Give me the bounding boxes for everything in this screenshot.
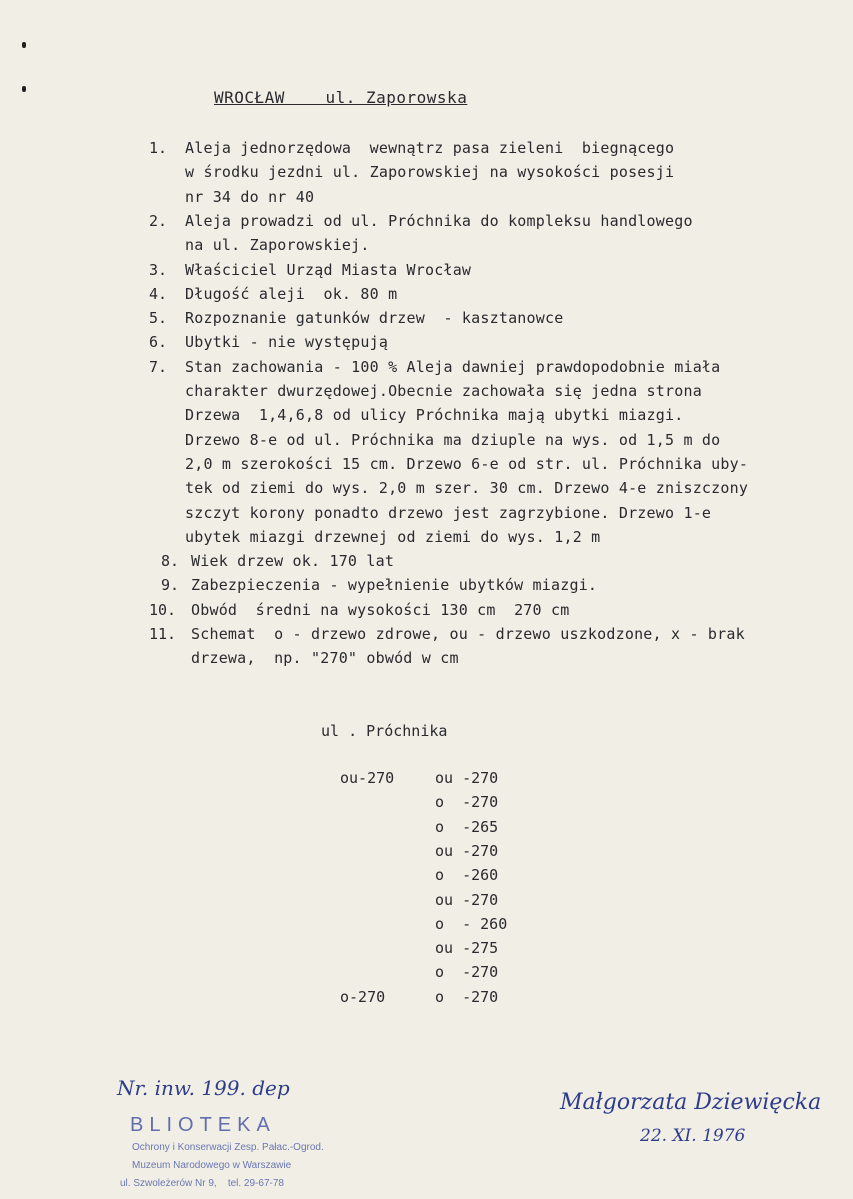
signature-date: 22. XI. 1976 xyxy=(640,1126,746,1146)
item-text-line: charakter dwurzędowej.Obecnie zachowała się jedna strona xyxy=(185,382,702,400)
item-text-line: Drzewo 8-e od ul. Próchnika ma dziuple na wys. od 1,5 m do xyxy=(185,430,721,449)
item-text-line: Schemat o - drzewo zdrowe, ou - drzewo uszkodzone, x - brak xyxy=(191,625,745,643)
item-number: 2. xyxy=(149,211,168,230)
item-text-line: Ubytki - nie występują xyxy=(185,333,389,352)
library-stamp-title: BLIOTEKA xyxy=(130,1114,276,1136)
item-number: 10. xyxy=(149,600,177,619)
tree-entry-right: o -270 xyxy=(435,793,499,812)
tree-entry-right: o -270 xyxy=(435,963,499,982)
item-number: 1. xyxy=(149,139,168,157)
item-text-line: Aleja jednorzędowa wewnątrz pasa zieleni biegnącego xyxy=(185,139,675,157)
item-text-line: Zabezpieczenia - wypełnienie ubytków miazgi. xyxy=(191,576,598,595)
tree-entry-right: o -260 xyxy=(435,866,499,885)
tree-entry-right: ou -275 xyxy=(435,939,499,958)
tree-entry-left: ou-270 xyxy=(340,769,395,787)
item-text-line: drzewa, np. "270" obwód w cm xyxy=(191,649,459,668)
item-text-line: szczyt korony ponadto drzewo jest zagrzybione. Drzewo 1-e xyxy=(185,503,712,522)
item-text-line: Rozpoznanie gatunków drzew - kasztanowce xyxy=(185,309,564,328)
punch-hole-mark xyxy=(22,42,26,48)
library-stamp-line: ul. Szwoleżerów Nr 9, tel. 29-67-78 xyxy=(120,1178,284,1189)
signature: Małgorzata Dziewięcka xyxy=(560,1090,822,1115)
item-number: 7. xyxy=(149,357,168,376)
item-number: 11. xyxy=(149,625,177,643)
tree-entry-right: ou -270 xyxy=(435,890,499,909)
street-label: ul . Próchnika xyxy=(321,722,448,740)
tree-entry-left: o-270 xyxy=(340,987,386,1006)
tree-entry-right: ou -270 xyxy=(435,769,499,787)
item-text-line: nr 34 do nr 40 xyxy=(185,187,315,206)
item-text-line: Drzewa 1,4,6,8 od ulicy Próchnika mają ubytki miazgi. xyxy=(185,406,684,425)
item-text-line: Długość aleji ok. 80 m xyxy=(185,284,398,303)
punch-hole-mark xyxy=(22,86,26,92)
item-text-line: Aleja prowadzi od ul. Próchnika do kompleksu handlowego xyxy=(185,211,693,230)
item-text-line: Wiek drzew ok. 170 lat xyxy=(191,552,395,571)
tree-entry-right: o - 260 xyxy=(435,914,508,933)
library-stamp-line: Muzeum Narodowego w Warszawie xyxy=(132,1160,292,1171)
item-number: 9. xyxy=(161,576,180,595)
item-number: 6. xyxy=(149,333,168,352)
library-stamp-line: Ochrony i Konserwacji Zesp. Pałac.-Ogrod. xyxy=(132,1142,324,1153)
tree-entry-right: o -270 xyxy=(435,987,499,1006)
item-text-line: ubytek miazgi drzewnej od ziemi do wys. 1,2 m xyxy=(185,527,601,546)
tree-entry-right: ou -270 xyxy=(435,841,499,860)
item-text-line: tek od ziemi do wys. 2,0 m szer. 30 cm. Drzewo 4-e zniszczony xyxy=(185,479,749,498)
item-text-line: Właściciel Urząd Miasta Wrocław xyxy=(185,260,472,279)
item-text-line: Obwód średni na wysokości 130 cm 270 cm xyxy=(191,600,570,619)
item-text-line: Stan zachowania - 100 % Aleja dawniej prawdopodobnie miała xyxy=(185,357,721,376)
document-heading: WROCŁAW ul. Zaporowska xyxy=(214,88,468,107)
item-text-line: 2,0 m szerokości 15 cm. Drzewo 6-e od str. ul. Próchnika uby- xyxy=(185,454,749,473)
item-number: 5. xyxy=(149,309,168,328)
item-number: 3. xyxy=(149,260,168,279)
item-text-line: na ul. Zaporowskiej. xyxy=(185,236,370,255)
item-number: 8. xyxy=(161,552,180,571)
inventory-note: Nr. inw. 199. dep xyxy=(117,1076,290,1100)
item-number: 4. xyxy=(149,284,168,303)
tree-entry-right: o -265 xyxy=(435,817,499,836)
item-text-line: w środku jezdni ul. Zaporowskiej na wysokości posesji xyxy=(185,163,675,182)
